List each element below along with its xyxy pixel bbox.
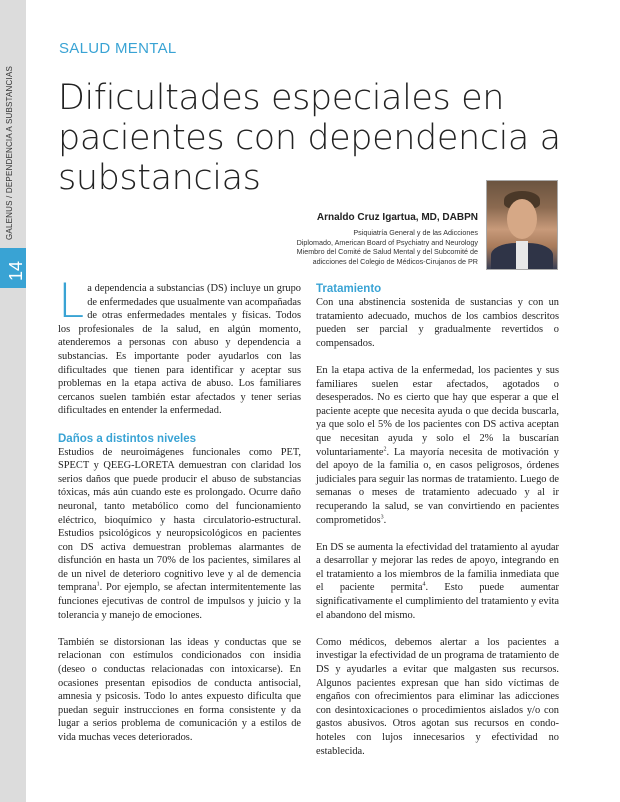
article-title: Dificultades especiales en pacientes con dependencia a substancias xyxy=(58,78,561,198)
body-paragraph: También se distorsionan las ideas y conductas que se relacionan con estímulos condicionados con insidia (deseo o conductas relacionadas con intoxicarse). En ocasiones presentan episodios de conducta antisocial, amnesia y psicosis. Todo lo antes expuesto dificulta que puedan seguir instrucciones en forma consistente y da lugar a serios problema de comunicación y a estilos de vida muchas veces deteriorados. xyxy=(58,636,301,743)
body-paragraph: Con una abstinencia sostenida de sustancias y con un tratamiento adecuado, muchos de los cambios descritos pueden ser parcial y gradualmente revertidos o compensados. xyxy=(316,297,559,349)
left-column xyxy=(58,274,301,758)
author-name: Arnaldo Cruz Igartua, MD, DABPN xyxy=(316,212,478,223)
body-paragraph: Estudios de neuroimágenes funcionales como PET, SPECT y QEEG-LORETA demuestran con claridad los serios daños que puede producir el abuso de substancias tóxicas, más aún cuando este es prolongado. Ocurre daño neuronal, tanto metabólico como del funcionamiento eléctrico, bioquímico y hasta circulatorio-estructural. Estudios psicológicos y neuropsicológicos en pacientes con DS activa demuestran problemas alarmantes de disfunción en hasta un 70% de los pacientes, similares al de un nivel de deterioro cognitivo leve y al de demencia temprana$^1$. Por ejemplo, se afectan intermitentemente las funciones ejecutivas de control de impulsos y juicio y la tolerancia y manejo de emociones. xyxy=(58,446,301,621)
footnote-ref: 4 xyxy=(422,582,426,588)
footnote-ref: 2 xyxy=(383,446,387,453)
credential-line: adicciones del Colegio de Médicos-Cirujanos de PR xyxy=(312,256,478,266)
section-heading: Daños a distintos niveles xyxy=(58,432,197,445)
page-number-box xyxy=(0,248,26,288)
credential-line: Miembro del Comité de Salud Mental y del Subcomité de xyxy=(296,247,478,256)
author-photo xyxy=(486,180,558,270)
section-label: SALUD MENTAL xyxy=(59,40,177,57)
credential-line: Diplomado, American Board of Psychiatry and Neurology xyxy=(296,237,478,247)
intro-paragraph xyxy=(58,274,301,418)
byline xyxy=(200,212,478,266)
running-head-text: GALENUS / DEPENDENCIA A SUBSTANCIAS xyxy=(5,65,14,240)
body-paragraph: En DS se aumenta la efectividad del tratamiento al ayudar a desarrollar y mejorar las redes de apoyo, integrando en el tratamiento a los miembros de la familia inmediata que el paciente permita$^4$. Esto puede aumentar significativamente el cumplimiento del tratamiento y evita el abandono del mismo. xyxy=(316,541,559,621)
body-paragraph: En la etapa activa de la enfermedad, los pacientes y sus familiares suelen estar afectados, agotados o desesperados. No es cierto que hay que esperar a que el paciente acepte que necesita ayuda o que decida buscarla, ya que solo el 5% de los pacientes con DS activa aceptan que necesitan ayuda y solo el 2% la buscarían voluntariamente$^2$. La mayoría necesita de motivación y del apoyo de la familia o, en casos peligrosos, órdenes judiciales para seguir las normas de tratamiento. Luego de semanas o meses de tratamiento adecuado y al ir recuperando la salud, se van convirtiendo en pacientes comprometidos$^3$. xyxy=(316,364,559,526)
section-heading: Tratamiento xyxy=(316,283,382,295)
intro-text: a dependencia a substancias (DS) incluye un grupo de enfermedades que usualmente van acompañadas de otras enfermedades mentales y físicas. Todos los profesionales de la salud, en algún momento, atenderemos a personas con abuso y dependencia a substancias. Es importante poder ayudarlos con las dificultades que tienen para identificar y aceptar sus problemas en la etapa activa de abuso. Los familiares cercanos suelen también estar afectados y tener serias dificultades en entender la enfermedad. xyxy=(58,283,301,417)
body-paragraph: Como médicos, debemos alertar a los pacientes a investigar la efectividad de un programa de tratamiento de DS y ayudarles a evitar que malgasten sus recursos. Algunos pacientes expresan que han sido víctimas de engaños con ofrecimientos para eliminar las adicciones con desintoxicaciones o procedimientos aislados y/o con gastos abusivos. Otros agotan sus recursos en condo-hoteles con lujos innecesarios y efectividad no establecida. xyxy=(316,636,559,757)
running-head xyxy=(3,65,23,240)
drop-cap: L xyxy=(58,274,85,329)
page-number: 14 xyxy=(6,260,26,281)
footnote-ref: 3 xyxy=(380,514,384,521)
right-column xyxy=(316,282,559,772)
author-credentials xyxy=(200,228,478,266)
footnote-ref: 1 xyxy=(96,582,100,588)
credential-line: Psiquiatría General y de las Adicciones xyxy=(353,228,478,237)
